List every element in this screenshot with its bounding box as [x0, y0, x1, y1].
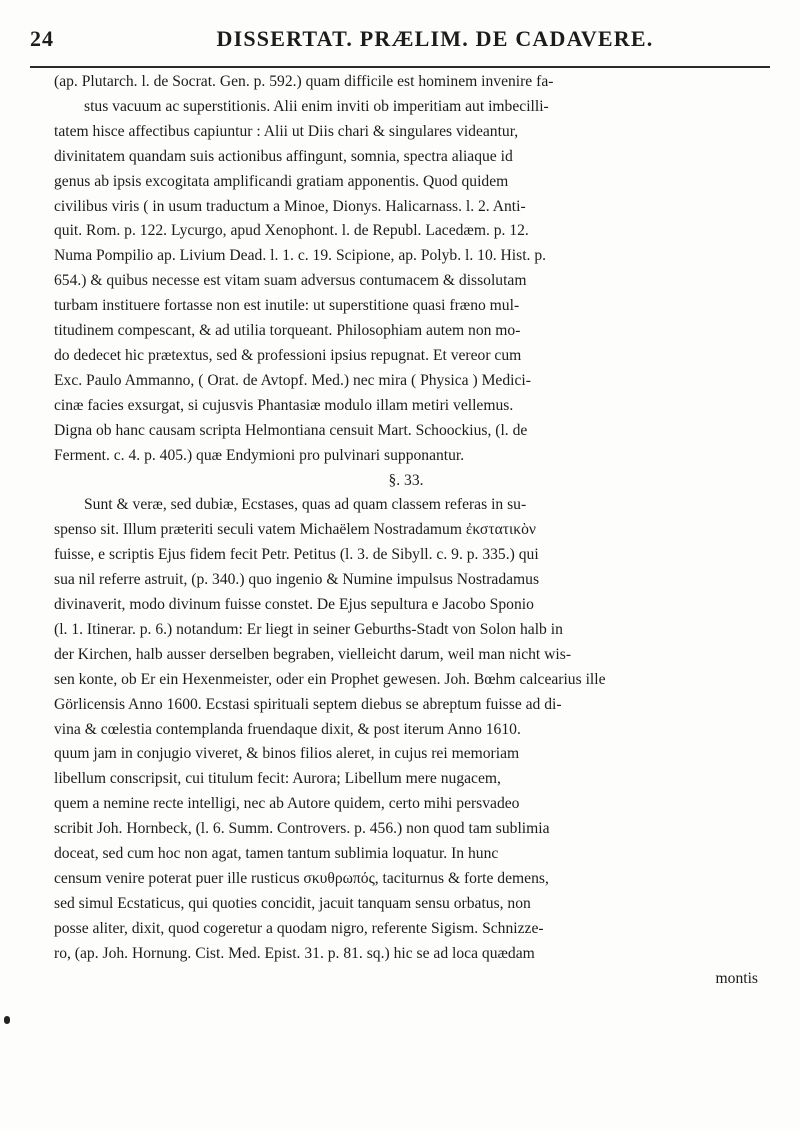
text-line: quit. Rom. p. 122. Lycurgo, apud Xenophont. l. de Republ. Lacedæm. p. 12. — [54, 222, 529, 240]
text-line: (l. 1. Itinerar. p. 6.) notandum: Er liegt in seiner Geburths-Stadt von Solon halb in — [54, 620, 563, 638]
text-line: censum venire poterat puer ille rusticus σκυθρωπός, taciturnus & forte demens, — [54, 870, 549, 887]
text-line: libellum conscripsit, cui titulum fecit: Aurora; Libellum mere nugacem, — [54, 770, 501, 788]
page-number: 24 — [30, 26, 54, 51]
text-line: quem a nemine recte intelligi, nec ab Autore quidem, certo mihi persvadeo — [54, 795, 520, 813]
text-line: ro, (ap. Joh. Hornung. Cist. Med. Epist. 31. p. 81. sq.) hic se ad loca quædam — [54, 944, 535, 962]
text-line: stus vacuum ac superstitionis. Alii enim inviti ob imperitiam aut imbecilli- — [84, 97, 549, 115]
text-line: divinaverit, modo divinum fuisse constet. De Ejus sepultura e Jacobo Sponio — [54, 596, 534, 614]
text-line: titudinem compescant, & ad utilia torqueant. Philosophiam autem non mo- — [54, 322, 521, 340]
text-line: Ferment. c. 4. p. 405.) quæ Endymioni pro pulvinari supponantur. — [54, 446, 465, 464]
text-line: der Kirchen, halb ausser derselben begraben, vielleicht darum, weil man nicht wis- — [54, 645, 572, 663]
text-line: turbam instituere fortasse non est inutile: ut superstitione quasi fræno mul- — [54, 297, 520, 315]
text-line: do dedecet hic prætextus, sed & professioni ipsius repugnat. Et vereor cum — [54, 346, 522, 364]
text-line: tatem hisce affectibus capiuntur : Alii ut Diis chari & singulares videantur, — [54, 122, 519, 140]
text-line: civilibus viris ( in usum traductum a Minoe, Dionys. Halicarnass. l. 2. Anti- — [54, 197, 526, 215]
text-line: fuisse, e scriptis Ejus fidem fecit Petr. Petitus (l. 3. de Sibyll. c. 9. p. 335.) qui — [54, 546, 539, 564]
text-line: divinitatem quandam suis actionibus affingunt, somnia, spectra aliaque id — [54, 147, 513, 165]
catchword: montis — [715, 969, 758, 987]
body-text — [54, 70, 758, 992]
text-line: Sunt & veræ, sed dubiæ, Ecstases, quas ad quam classem referas in su- — [84, 496, 527, 514]
text-line: vina & cœlestia contemplanda fruendaque dixit, & post iterum Anno 1610. — [54, 720, 521, 738]
text-line: sen konte, ob Er ein Hexenmeister, oder ein Prophet gewesen. Joh. Bœhm calcearius ille — [54, 670, 606, 688]
text-line: Numa Pompilio ap. Livium Dead. l. 1. c. 19. Scipione, ap. Polyb. l. 10. Hist. p. — [54, 247, 547, 265]
page-header — [30, 26, 770, 68]
running-title: DISSERTAT. PRÆLIM. DE CADAVERE. — [216, 26, 654, 51]
text-line: Görlicensis Anno 1600. Ecstasi spirituali septem diebus se abreptum fuisse ad di- — [54, 695, 562, 713]
text-line: sed simul Ecstaticus, qui quoties concidit, jacuit tanquam sensu orbatus, non — [54, 894, 531, 912]
text-line: scribit Joh. Hornbeck, (l. 6. Summ. Controvers. p. 456.) non quod tam sublimia — [54, 820, 550, 838]
text-line: 654.) & quibus necesse est vitam suam adversus contumacem & dissolutam — [54, 272, 527, 290]
text-line: Exc. Paulo Ammanno, ( Orat. de Avtopf. Med.) nec mira ( Physica ) Medici- — [54, 371, 531, 389]
text-line: quum jam in conjugio viveret, & binos filios aleret, in cujus rei memoriam — [54, 745, 520, 763]
text-line: cinæ facies exsurgat, si cujusvis Phantasiæ modulo illam metiri vellemus. — [54, 396, 514, 414]
text-line: sua nil referre astruit, (p. 340.) quo ingenio & Numine impulsus Nostradamus — [54, 571, 540, 589]
text-line: genus ab ipsis excogitata amplificandi gratiam apponentis. Quod quidem — [54, 172, 509, 190]
ink-speck — [4, 1016, 10, 1024]
text-line: spenso sit. Illum præteriti seculi vatem Michaëlem Nostradamum ἐκστατικὸν — [54, 521, 536, 539]
text-line: (ap. Plutarch. l. de Socrat. Gen. p. 592.) quam difficile est hominem invenire fa- — [54, 73, 554, 90]
section-number: §. 33. — [388, 471, 424, 489]
text-line: posse aliter, dixit, quod cogeretur a quodam nigro, referente Sigism. Schnizze- — [54, 919, 544, 937]
text-line: doceat, sed cum hoc non agat, tamen tantum sublimia loquatur. In hunc — [54, 845, 499, 863]
text-line: Digna ob hanc causam scripta Helmontiana censuit Mart. Schoockius, (l. de — [54, 421, 528, 439]
